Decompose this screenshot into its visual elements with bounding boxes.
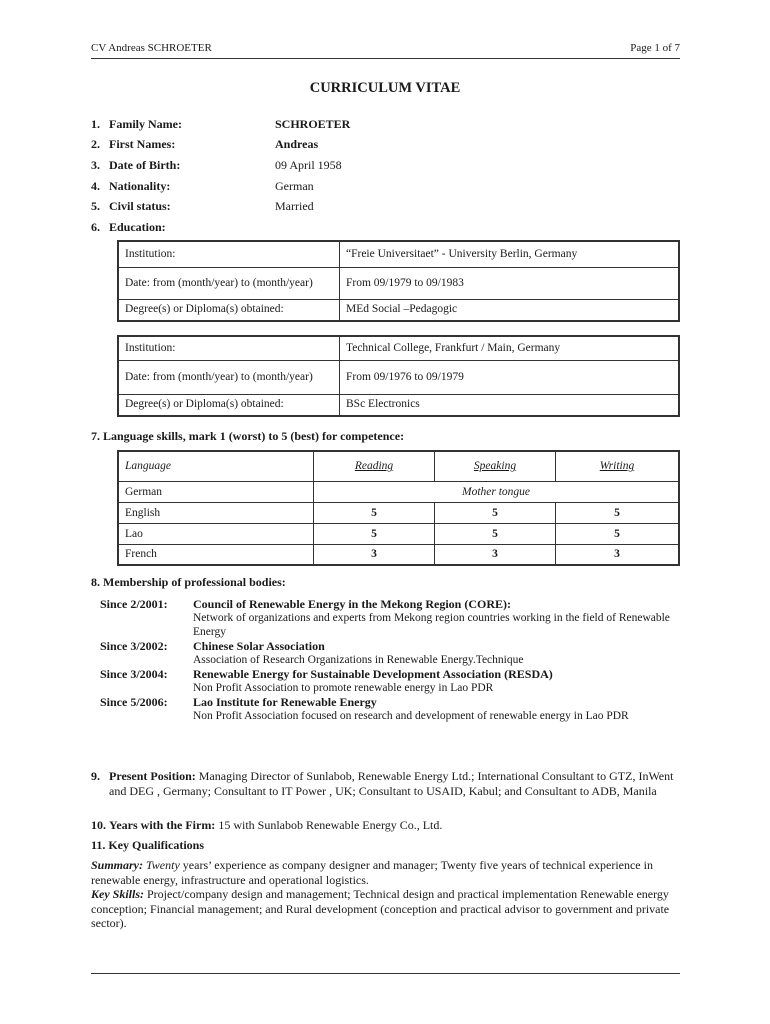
speaking-column-header: Speaking: [435, 451, 556, 481]
membership-entry: [193, 695, 683, 723]
key-skills-label: Key Skills:: [91, 887, 144, 901]
institution-value: “Freie Universitaet” - University Berlin, Germany: [340, 241, 680, 267]
nationality-label: Nationality:: [109, 179, 171, 193]
table-row: [118, 523, 679, 544]
item-number: 4.: [91, 179, 100, 193]
family-name-value: SCHROETER: [275, 117, 351, 131]
language-name: Lao: [118, 523, 314, 544]
education-label: Education:: [109, 220, 166, 234]
item-number: 5.: [91, 199, 100, 213]
membership-org: Chinese Solar Association: [193, 639, 325, 653]
language-name: German: [118, 481, 314, 502]
membership-since: Since 3/2004:: [100, 667, 168, 681]
key-skills-text: Project/company design and management; Technical design and practical implementation Renewable energy conception; Financial management; and Rural development (conception and practical advisor to government and private sector).: [91, 887, 670, 930]
document-title: CURRICULUM VITAE: [309, 80, 461, 96]
membership-entry: [193, 667, 683, 695]
writing-column-header: Writing: [556, 451, 680, 481]
reading-column-header: Reading: [314, 451, 435, 481]
degree-label: Degree(s) or Diploma(s) obtained:: [118, 299, 340, 321]
first-names-value: Andreas: [275, 137, 319, 151]
membership-desc: Non Profit Association focused on research and development of renewable energy in Lao PDR: [193, 710, 629, 722]
summary-italic-word: Twenty: [146, 858, 180, 872]
table-row: [118, 502, 679, 523]
speaking-score: 5: [435, 502, 556, 523]
membership-entry: [193, 639, 683, 667]
summary-text: years’ experience as company designer and manager; Twenty five years of technical experience in renewable energy, infrastructure and operational logistics.: [91, 858, 653, 887]
years-with-firm-section: [91, 818, 681, 833]
date-label: Date: from (month/year) to (month/year): [118, 267, 340, 299]
membership-since: Since 5/2006:: [100, 695, 168, 709]
reading-score: 5: [314, 502, 435, 523]
table-row: [118, 544, 679, 565]
membership-org: Council of Renewable Energy in the Mekong Region (CORE):: [193, 597, 511, 611]
first-names-label: First Names:: [109, 137, 176, 151]
reading-score: 5: [314, 523, 435, 544]
membership-org: Lao Institute for Renewable Energy: [193, 695, 377, 709]
writing-score: 5: [556, 502, 680, 523]
writing-score: 5: [556, 523, 680, 544]
membership-since: Since 2/2001:: [100, 597, 168, 611]
membership-heading: 8. Membership of professional bodies:: [91, 575, 286, 589]
item-number: 3.: [91, 158, 100, 172]
header-doc-name: CV Andreas SCHROETER: [91, 42, 212, 54]
writing-score: 3: [556, 544, 680, 565]
item-number: 1.: [91, 117, 100, 131]
item-number: 9.: [91, 769, 100, 783]
language-name: English: [118, 502, 314, 523]
nationality-value: German: [275, 179, 314, 193]
membership-since: Since 3/2002:: [100, 639, 168, 653]
language-column-header: Language: [118, 451, 314, 481]
present-position-text: Managing Director of Sunlabob, Renewable Energy Ltd.; International Consultant to GTZ, InWent and DEG , Germany; Consultant to IT Power , UK; Consultant to USAID, Kabul; and Consultant to ADB, Manila: [109, 769, 674, 798]
present-position-label: Present Position:: [109, 769, 196, 783]
membership-desc: Network of organizations and experts from Mekong region countries working in the field of Renewable Energy: [193, 612, 670, 638]
speaking-score: 5: [435, 523, 556, 544]
institution-label: Institution:: [118, 241, 340, 267]
summary-label: Summary:: [91, 858, 144, 872]
years-with-firm-label: Years with the Firm:: [109, 818, 216, 832]
membership-entry: [193, 597, 683, 639]
summary-paragraph: [91, 858, 681, 887]
mother-tongue-cell: Mother tongue: [314, 481, 680, 502]
degree-value: BSc Electronics: [340, 394, 680, 416]
date-label: Date: from (month/year) to (month/year): [118, 360, 340, 394]
key-qualifications-heading: 11. Key Qualifications: [91, 838, 205, 852]
item-number: 10.: [91, 818, 106, 832]
item-number: 6.: [91, 220, 100, 234]
degree-value: MEd Social –Pedagogic: [340, 299, 680, 321]
civil-status-value: Married: [275, 199, 314, 213]
header-divider: [91, 58, 680, 59]
date-of-birth-value: 09 April 1958: [275, 158, 342, 172]
family-name-label: Family Name:: [109, 117, 182, 131]
header-page-number: Page 1 of 7: [630, 42, 680, 54]
footer-divider: [91, 973, 680, 974]
key-skills-paragraph: [91, 887, 681, 931]
education-table-1: [117, 240, 680, 322]
membership-desc: Non Profit Association to promote renewable energy in Lao PDR: [193, 682, 494, 694]
civil-status-label: Civil status:: [109, 199, 171, 213]
date-value: From 09/1976 to 09/1979: [340, 360, 680, 394]
degree-label: Degree(s) or Diploma(s) obtained:: [118, 394, 340, 416]
item-number: 2.: [91, 137, 100, 151]
membership-org: Renewable Energy for Sustainable Development Association (RESDA): [193, 667, 553, 681]
speaking-score: 3: [435, 544, 556, 565]
institution-label: Institution:: [118, 336, 340, 360]
table-row: [118, 481, 679, 502]
reading-score: 3: [314, 544, 435, 565]
years-with-firm-text: 15 with Sunlabob Renewable Energy Co., Ltd.: [218, 818, 443, 832]
language-name: French: [118, 544, 314, 565]
date-of-birth-label: Date of Birth:: [109, 158, 181, 172]
membership-desc: Association of Research Organizations in Renewable Energy.Technique: [193, 654, 524, 666]
date-value: From 09/1979 to 09/1983: [340, 267, 680, 299]
education-table-2: [117, 335, 680, 417]
institution-value: Technical College, Frankfurt / Main, Germany: [340, 336, 680, 360]
present-position-section: [91, 769, 681, 798]
languages-heading: 7. Language skills, mark 1 (worst) to 5 (best) for competence:: [91, 429, 405, 443]
language-skills-table: [117, 450, 680, 566]
